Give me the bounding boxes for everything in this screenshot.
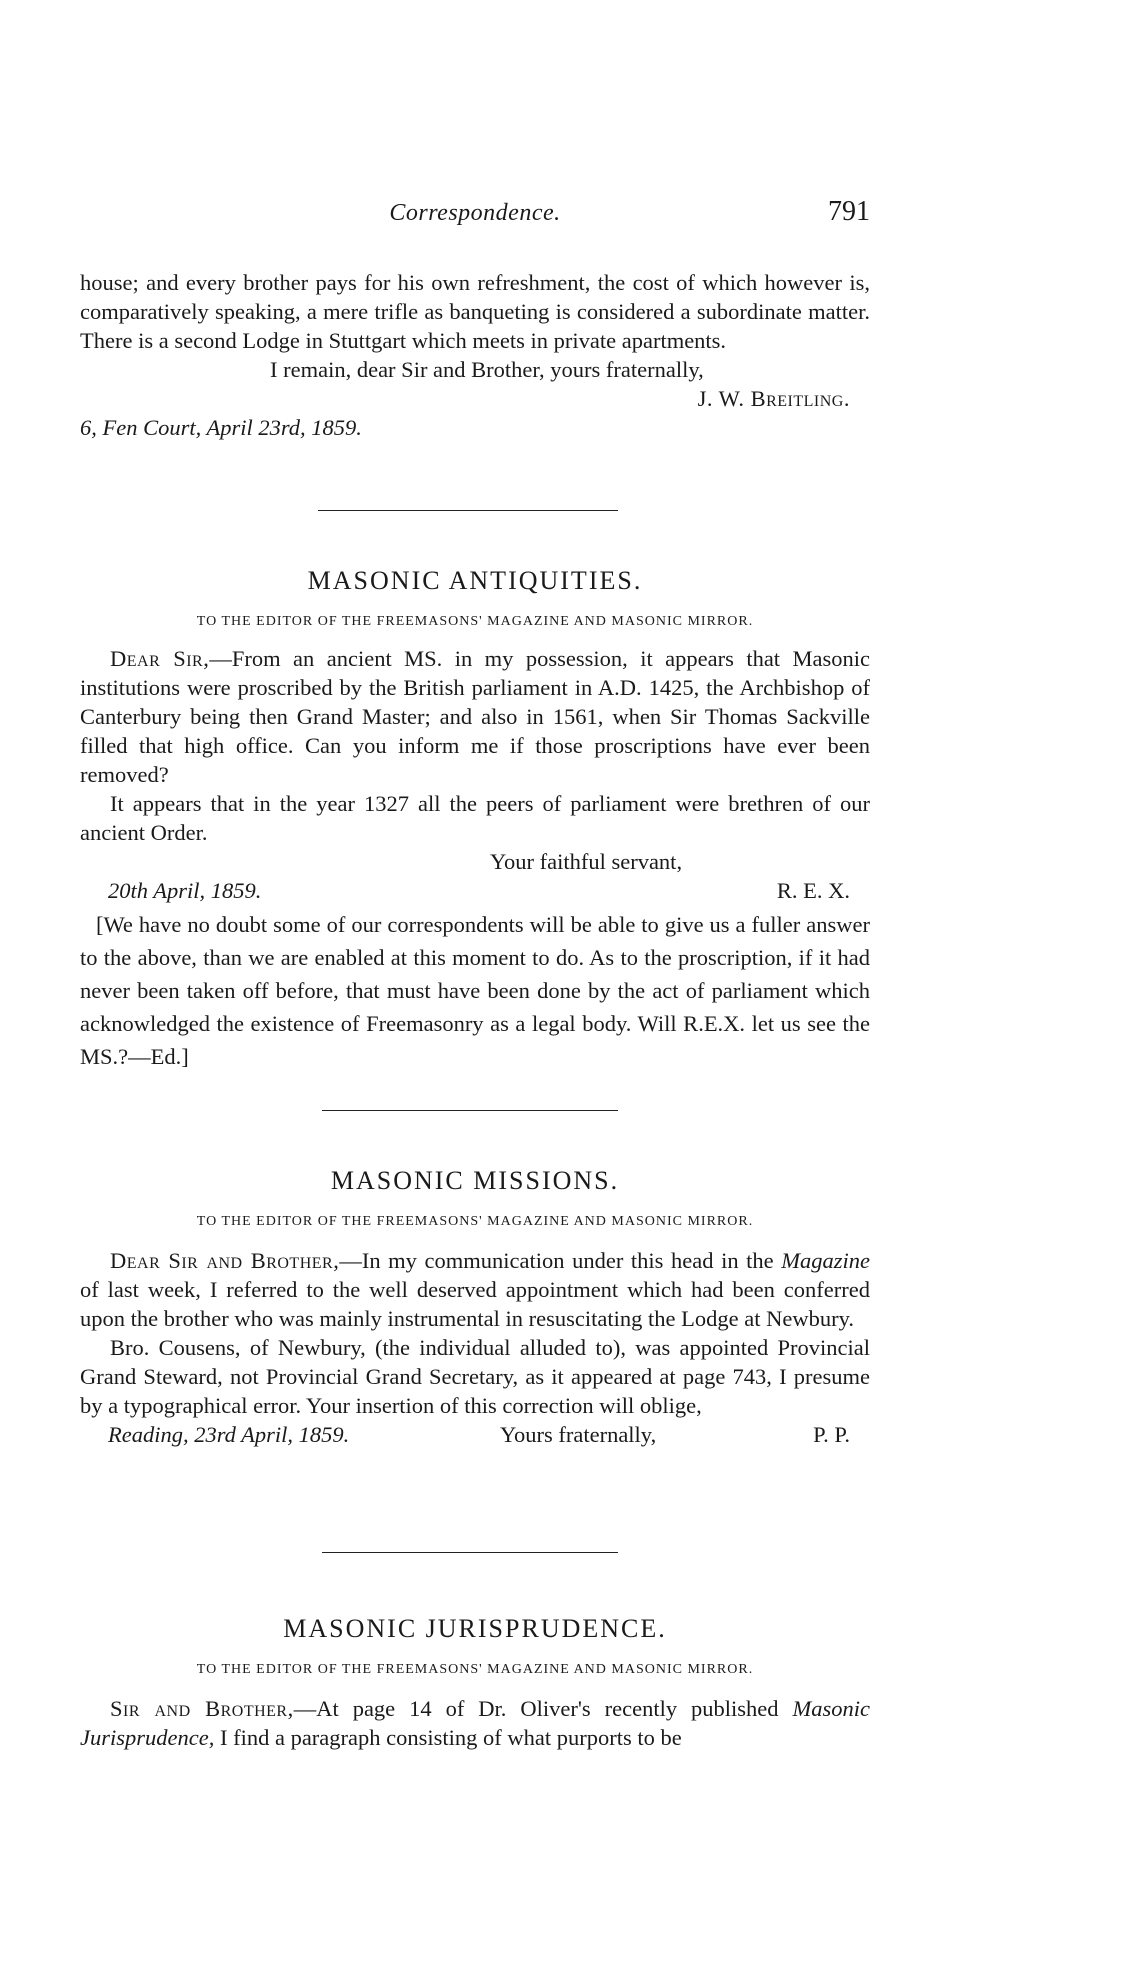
breitling-address-line (80, 413, 870, 442)
antiquities-closing-line (80, 847, 870, 876)
breitling-closing-line (80, 355, 870, 384)
breitling-signature: J. W. Breitling. (697, 386, 850, 411)
missions-letter (80, 1246, 870, 1449)
missions-date-line (80, 1420, 870, 1449)
missions-title: MASONIC MISSIONS. (330, 1166, 620, 1195)
missions-salutation: Dear Sir and Brother, (110, 1248, 340, 1273)
page-header (80, 196, 870, 240)
breitling-paragraph: house; and every brother pays for his own refreshment, the cost of which however is, comparatively speaking, a mere trifle as banqueting is considered a subordinate matter. There is a second Lodge in Stuttgart which meets in private apartments. (80, 270, 870, 353)
breitling-closing: I remain, dear Sir and Brother, yours fraternally, (270, 357, 704, 382)
antiquities-letter (80, 644, 870, 905)
antiquities-paragraph-2: It appears that in the year 1327 all the peers of parliament were brethren of our ancient Order. (80, 791, 870, 845)
antiquities-to-editor: TO THE EDITOR OF THE FREEMASONS' MAGAZINE AND MASONIC MIRROR. (196, 614, 754, 629)
section-divider (318, 510, 618, 511)
editor-note (80, 908, 870, 1073)
antiquities-date-line (80, 876, 870, 905)
missions-paragraph-2: Bro. Cousens, of Newbury, (the individual alluded to), was appointed Provincial Grand Steward, not Provincial Grand Secretary, as it appeared at page 743, I presume by a typographical error. Your insertion of this correction will oblige, (80, 1335, 870, 1418)
jurisprudence-paragraph-1: Sir and Brother,—At page 14 of Dr. Oliver's recently published Masonic Jurisprudence, I find a paragraph consisting of what purports to be (80, 1696, 870, 1750)
running-head: Correspondence. (389, 200, 561, 226)
antiquities-signature: R. E. X. (776, 878, 850, 903)
editor-note-text: [We have no doubt some of our correspondents will be able to give us a fuller answer to the above, than we are enabled at this moment to do. As to the proscription, if it had never been taken off before, that must have been done by the act of parliament which acknowledged the existence of Freemasonry as a legal body. Will R.E.X. let us see the MS.?—Ed.] (80, 912, 870, 1069)
jurisprudence-salutation: Sir and Brother, (110, 1696, 294, 1721)
antiquities-salutation: Dear Sir, (110, 646, 210, 671)
missions-signature: P. P. (813, 1422, 850, 1447)
section-divider (322, 1110, 618, 1111)
jurisprudence-title: MASONIC JURISPRUDENCE. (283, 1614, 667, 1643)
antiquities-paragraph-1: Dear Sir,—From an ancient MS. in my possession, it appears that Masonic institutions were proscribed by the British parliament in A.D. 1425, the Archbishop of Canterbury being then Grand Master; and also in 1561, when Sir Thomas Sackville filled that high office. Can you inform me if those proscriptions have ever been removed? (80, 646, 870, 787)
missions-closing: Yours fraternally, (500, 1422, 657, 1447)
breitling-signature-line (80, 384, 870, 413)
jurisprudence-letter (80, 1694, 870, 1752)
antiquities-closing: Your faithful servant, (490, 849, 683, 874)
antiquities-title: MASONIC ANTIQUITIES. (307, 566, 643, 595)
page-number: 791 (828, 196, 870, 227)
breitling-address: 6, Fen Court, April 23rd, 1859. (80, 415, 362, 440)
section-divider (322, 1552, 618, 1553)
antiquities-date: 20th April, 1859. (108, 878, 262, 903)
jurisprudence-to-editor: TO THE EDITOR OF THE FREEMASONS' MAGAZINE AND MASONIC MIRROR. (196, 1662, 754, 1677)
missions-to-editor: TO THE EDITOR OF THE FREEMASONS' MAGAZINE AND MASONIC MIRROR. (196, 1214, 754, 1229)
missions-paragraph-1: Dear Sir and Brother,—In my communication under this head in the Magazine of last week, I referred to the well deserved appointment which had been conferred upon the brother who was mainly instrumental in resuscitating the Lodge at Newbury. (80, 1248, 870, 1331)
breitling-letter (80, 268, 870, 442)
missions-date: Reading, 23rd April, 1859. (108, 1422, 350, 1447)
